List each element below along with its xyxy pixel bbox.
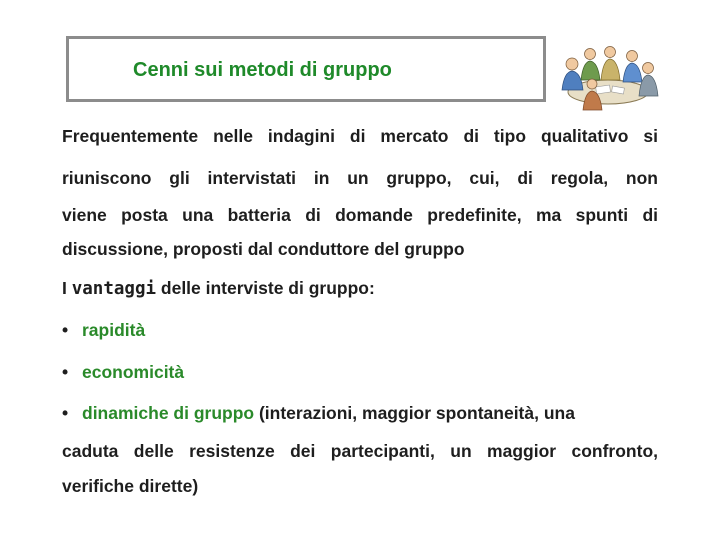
bullet-item <box>62 403 658 424</box>
page-title: Cenni sui metodi di gruppo <box>133 59 392 81</box>
advantages-prefix: I <box>62 278 72 298</box>
advantages-suffix: delle interviste di gruppo: <box>156 278 375 298</box>
bullet-highlight: rapidità <box>82 320 146 340</box>
intro-line-2: riuniscono gli intervistati in un gruppo, cui, di regola, non <box>62 168 658 188</box>
bullet-marker: • <box>62 403 69 423</box>
intro-line-3: viene posta una batteria di domande predefinite, ma spunti di <box>62 205 658 225</box>
bullet-highlight: economicità <box>82 362 185 382</box>
advantages-keyword: vantaggi <box>71 279 157 299</box>
continuation-line-2: verifiche dirette) <box>62 476 199 496</box>
bullet-item <box>62 362 658 383</box>
advantages-line <box>62 278 658 299</box>
bullet-rest: (interazioni, maggior spontaneità, una <box>254 403 575 423</box>
intro-line-1: Frequentemente nelle indagini di mercato di tipo qualitativo si <box>62 126 658 146</box>
title-box <box>66 36 546 102</box>
bullet-marker: • <box>62 320 69 340</box>
group-meeting-illustration <box>556 40 660 112</box>
bullet-highlight: dinamiche di gruppo <box>82 403 255 423</box>
bullet-item <box>62 320 658 341</box>
bullet-marker: • <box>62 362 69 382</box>
continuation-line-1: caduta delle resistenze dei partecipanti, un maggior confronto, <box>62 441 658 461</box>
intro-line-4: discussione, proposti dal conduttore del gruppo <box>62 239 465 259</box>
group-meeting-icon <box>556 40 660 112</box>
